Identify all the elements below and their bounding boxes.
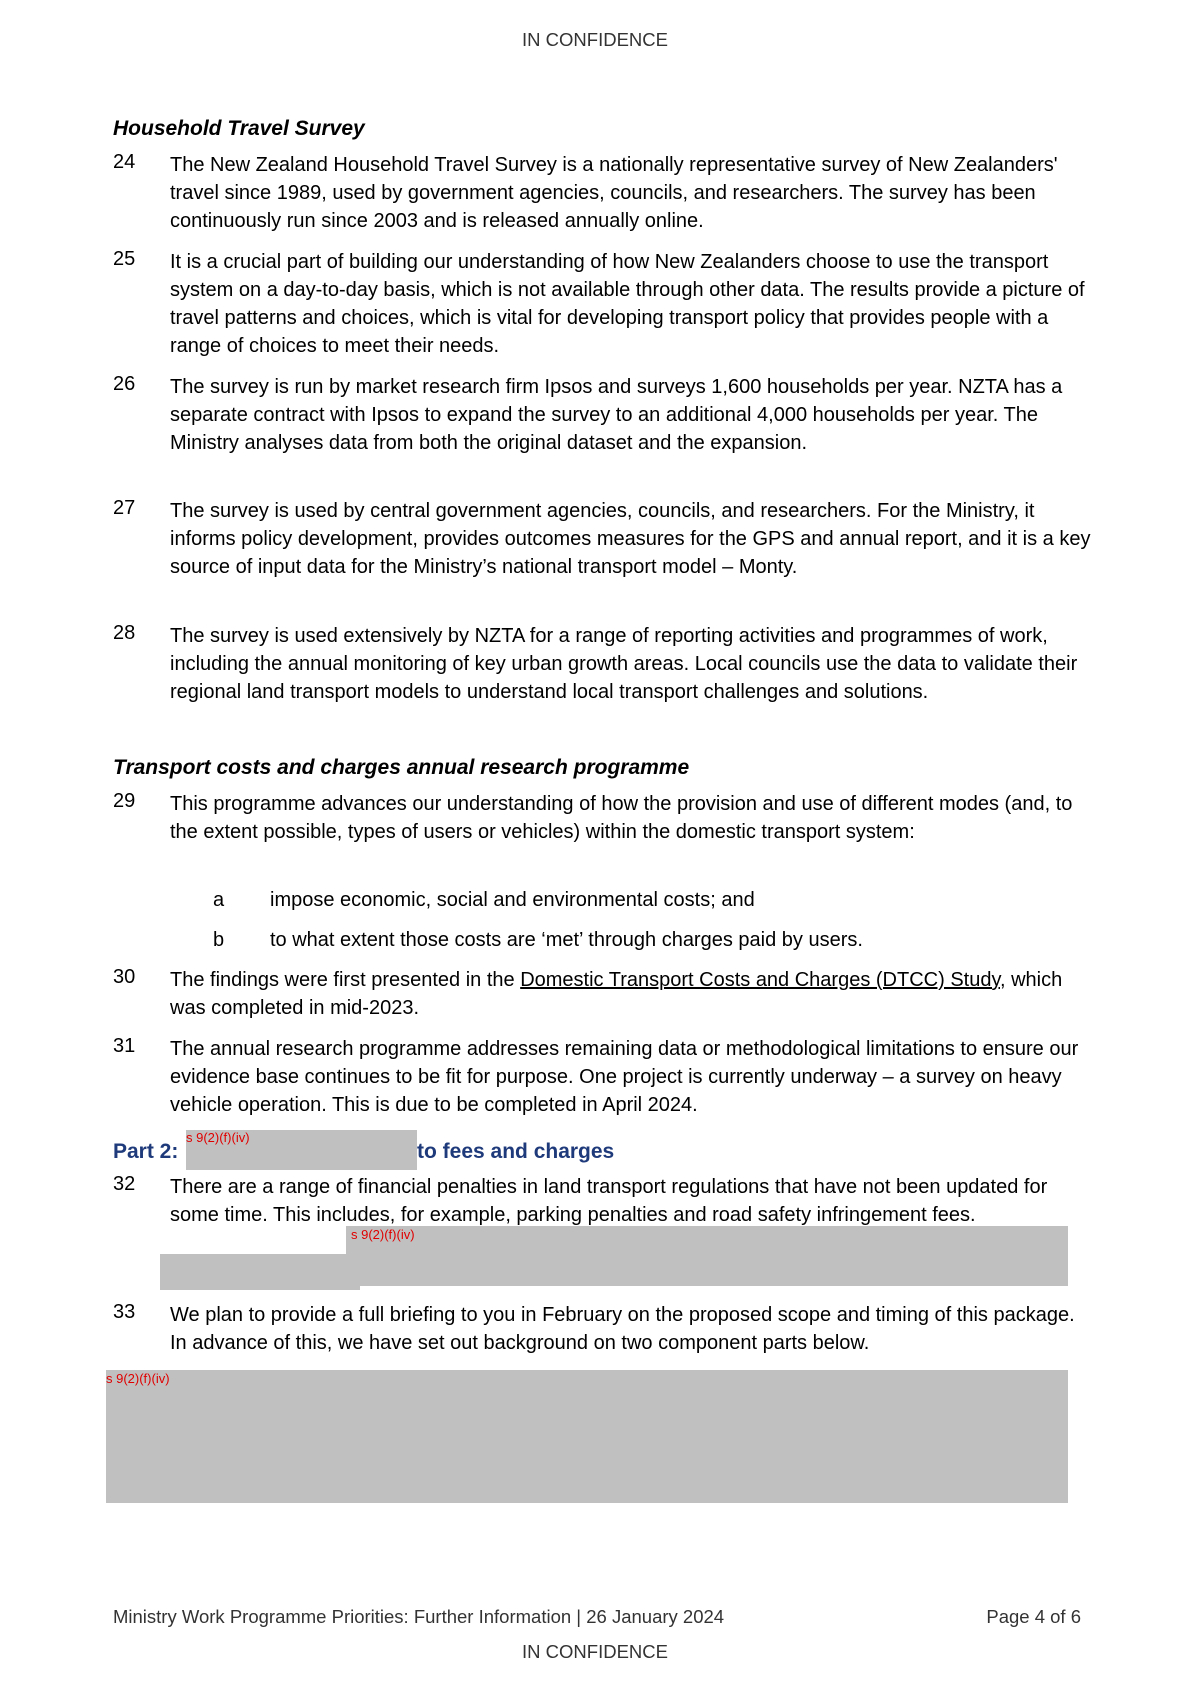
paragraph-text-post: , which was completed in mid-2023. [170,969,1063,1019]
part2-heading-prefix: Part 2: [113,1140,179,1163]
paragraph-number: 28 [113,622,136,644]
redaction-box [160,1254,360,1290]
list-text: to what extent those costs are ‘met’ through charges paid by users. [270,929,863,951]
paragraph-number: 25 [113,248,136,270]
paragraph-31 [113,1035,1093,1119]
list-item-b [213,926,1093,954]
paragraph-number: 27 [113,497,136,519]
paragraph-26 [113,373,1093,457]
paragraph-number: 26 [113,373,136,395]
paragraph-29 [113,790,1093,846]
paragraph-number: 24 [113,151,136,173]
footer-page-number: Page 4 of 6 [986,1606,1081,1627]
section-heading-household-travel-survey: Household Travel Survey [113,117,365,140]
list-item-a [213,886,1093,914]
paragraph-24 [113,151,1093,235]
paragraph-text [170,966,1093,1022]
paragraph-number: 31 [113,1035,136,1057]
paragraph-27 [113,497,1093,581]
paragraph-text: This programme advances our understanding of how the provision and use of different modes (and, to the extent possible, types of users or vehicles) within the domestic transport system: [170,793,1073,843]
footer-title: Ministry Work Programme Priorities: Further Information | 26 January 2024 [113,1606,725,1627]
paragraph-30 [113,966,1093,1022]
paragraph-25 [113,248,1093,360]
paragraph-text: We plan to provide a full briefing to you in February on the proposed scope and timing of this package. In advance of this, we have set out background on two component parts below. [170,1304,1075,1354]
part2-heading-suffix: to fees and charges [417,1140,615,1163]
paragraph-number: 30 [113,966,136,988]
redaction-label: s 9(2)(f)(iv) [106,1371,170,1386]
list-text: impose economic, social and environmental costs; and [270,889,755,911]
footer-classification: IN CONFIDENCE [522,1641,668,1662]
paragraph-28 [113,622,1093,706]
redaction-block [106,1370,1068,1503]
list-letter: b [213,929,225,951]
list-letter: a [213,889,225,911]
redaction-label: s 9(2)(f)(iv) [186,1130,250,1145]
paragraph-text: The annual research programme addresses remaining data or methodological limitations to ensure our evidence base continues to be fit for purpose. One project is currently underway – a survey on heavy vehicle operation. This is due to be completed in April 2024. [170,1038,1079,1116]
paragraph-text: It is a crucial part of building our understanding of how New Zealanders choose to use the transport system on a day-to-day basis, which is not available through other data. The results provide a picture of travel patterns and choices, which is vital for developing transport policy that provides people with a range of choices to meet their needs. [170,251,1085,357]
redaction-label: s 9(2)(f)(iv) [351,1227,415,1242]
paragraph-number: 33 [113,1301,136,1323]
section-heading-transport-costs: Transport costs and charges annual research programme [113,756,690,779]
paragraph-text: The survey is used by central government agencies, councils, and researchers. For the Ministry, it informs policy development, provides outcomes measures for the GPS and annual report, and it is a key source of input data for the Ministry’s national transport model – Monty. [170,500,1091,578]
paragraph-text: The survey is used extensively by NZTA for a range of reporting activities and programmes of work, including the annual monitoring of key urban growth areas. Local councils use the data to validate their regional land transport models to understand local transport challenges and solutions. [170,625,1078,703]
paragraph-text-pre: The findings were first presented in the [170,969,521,991]
dtcc-study-link[interactable]: Domestic Transport Costs and Charges (DTCC) Study [520,969,1000,991]
paragraph-33 [113,1301,1093,1357]
paragraph-text: The survey is run by market research firm Ipsos and surveys 1,600 households per year. NZTA has a separate contract with Ipsos to expand the survey to an additional 4,000 households per year. The Ministry analyses data from both the original dataset and the expansion. [170,376,1063,454]
redaction-box [346,1226,1068,1286]
paragraph-number: 29 [113,790,136,812]
header-classification: IN CONFIDENCE [522,29,668,50]
paragraph-number: 32 [113,1173,136,1195]
paragraph-text: There are a range of financial penalties in land transport regulations that have not been updated for some time. This includes, for example, parking penalties and road safety infringement fees. [170,1176,1048,1226]
paragraph-text: The New Zealand Household Travel Survey is a nationally representative survey of New Zealanders' travel since 1989, used by government agencies, councils, and researchers. The survey has been continuously run since 2003 and is released annually online. [170,154,1058,232]
